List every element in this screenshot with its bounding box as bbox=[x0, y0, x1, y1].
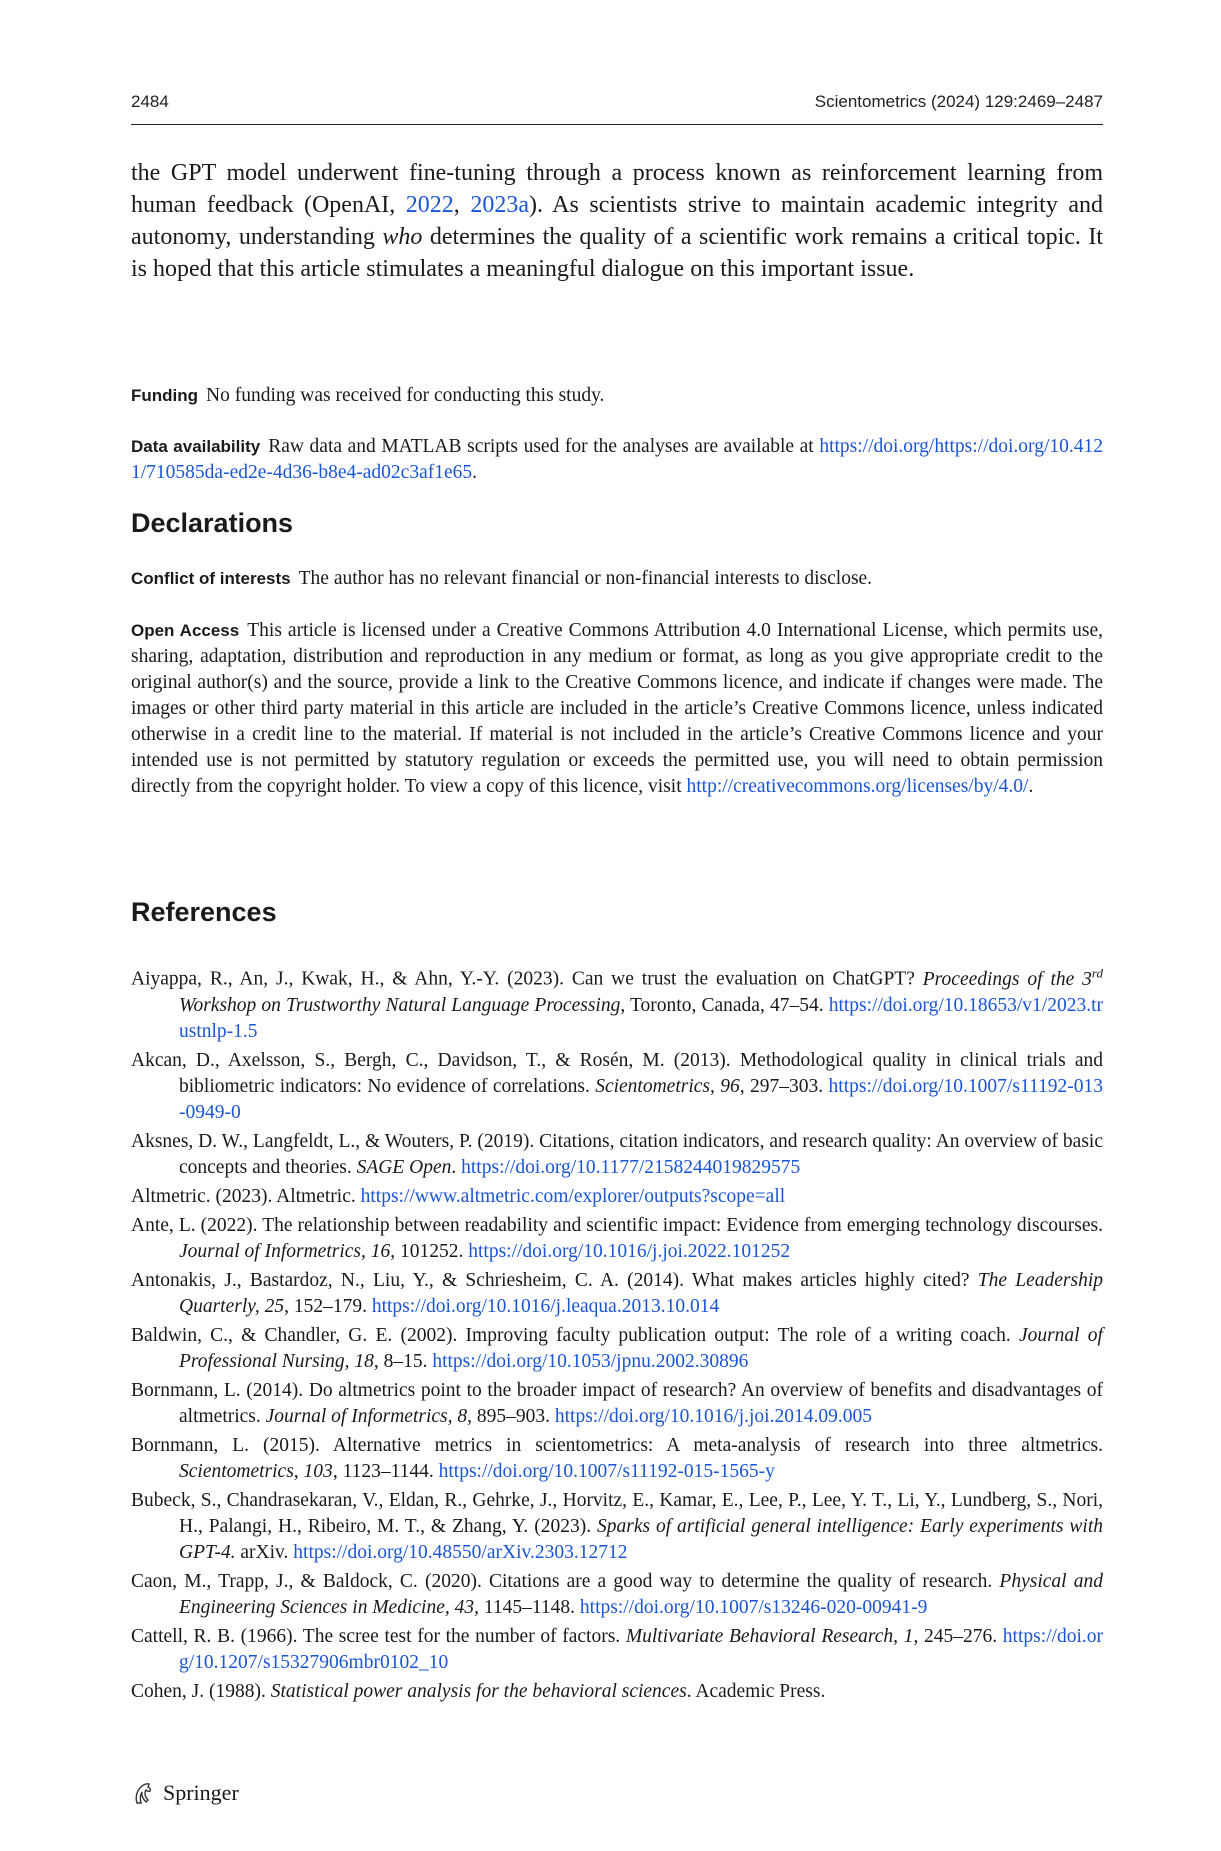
reference-text: Baldwin, C., & Chandler, G. E. (2002). Improving faculty publication output: The role of a writing coach. bbox=[131, 1324, 1019, 1346]
reference-doi-link[interactable]: https://doi.org/10.18653/v1/2023.trustnlp-1.5 bbox=[179, 994, 1103, 1042]
reference-doi-link[interactable]: https://doi.org/10.1007/s11192-015-1565-y bbox=[438, 1460, 775, 1482]
reference-doi-link[interactable]: https://doi.org/10.1016/j.joi.2022.101252 bbox=[468, 1240, 791, 1262]
emphasis-who: who bbox=[382, 224, 423, 250]
funding-text: No funding was received for conducting this study. bbox=[206, 385, 605, 406]
reference-source-title: Journal of Professional Nursing, 18 bbox=[179, 1324, 1103, 1372]
body-text: determines the quality of a scientific work remains a critical topic. It is hoped that this article stimulates a meaningful dialogue on this important issue. bbox=[131, 224, 1104, 282]
body-text: ). As scientists strive to maintain academic integrity and autonomy, understanding bbox=[131, 192, 1103, 250]
reference-source-title: Sparks of artificial general intelligence: Early experiments with GPT-4. bbox=[179, 1515, 1103, 1563]
reference-text: Akcan, D., Axelsson, S., Bergh, C., Davidson, T., & Rosén, M. (2013). Methodological quality in clinical trials and bibliometric indicators: No evidence of correlations. bbox=[131, 1049, 1103, 1097]
reference-source-title: Proceedings of the 3rd Workshop on Trustworthy Natural Language Processing bbox=[179, 965, 1103, 1016]
reference-details: , 152–179. bbox=[284, 1295, 372, 1317]
conflict-statement bbox=[131, 566, 1103, 592]
reference-list bbox=[131, 960, 1103, 1708]
declarations-heading: Declarations bbox=[131, 508, 294, 538]
reference-text: Bubeck, S., Chandrasekaran, V., Eldan, R., Gehrke, J., Horvitz, E., Kamar, E., Lee, P., Lee, Y. T., Li, Y., Lundberg, S., Nori, H., Palangi, H., Ribeiro, M. T., & Zhang, Y. (2023). bbox=[131, 1489, 1103, 1537]
reference-item bbox=[131, 1378, 1103, 1430]
reference-source-title: Scientometrics, 103 bbox=[179, 1460, 333, 1482]
header-rule bbox=[131, 124, 1103, 125]
springer-horse-icon bbox=[131, 1781, 155, 1805]
reference-text: Antonakis, J., Bastardoz, N., Liu, Y., & Schriesheim, C. A. (2014). What makes articles highly cited? bbox=[131, 1269, 978, 1291]
running-header bbox=[131, 92, 1103, 118]
reference-source-title: The Leadership Quarterly, 25 bbox=[179, 1269, 1103, 1317]
funding-label: Funding bbox=[131, 386, 199, 405]
reference-source-title: Multivariate Behavioral Research, 1 bbox=[625, 1625, 914, 1647]
reference-item bbox=[131, 960, 1103, 1045]
conflict-text: The author has no relevant financial or non-financial interests to disclose. bbox=[298, 568, 873, 589]
reference-doi-link[interactable]: https://www.altmetric.com/explorer/outputs?scope=all bbox=[360, 1185, 786, 1207]
body-text: the GPT model underwent fine-tuning through a process known as reinforcement learning from human feedback (OpenAI, bbox=[131, 160, 1103, 218]
journal-citation: Scientometrics (2024) 129:2469–2487 bbox=[814, 92, 1103, 111]
funding-statement bbox=[131, 383, 1103, 409]
reference-details: , 245–276. bbox=[913, 1625, 1003, 1647]
reference-doi-link[interactable]: https://doi.org/10.1177/2158244019829575 bbox=[461, 1156, 801, 1178]
publisher-name: Springer bbox=[163, 1780, 239, 1805]
data-availability-end: . bbox=[472, 462, 478, 483]
reference-item bbox=[131, 1679, 1103, 1705]
reference-text: Aksnes, D. W., Langfeldt, L., & Wouters, P. (2019). Citations, citation indicators, and research quality: An overview of basic concepts and theories. bbox=[131, 1130, 1103, 1178]
open-access-statement bbox=[131, 618, 1103, 800]
open-access-text: This article is licensed under a Creative Commons Attribution 4.0 International License, which permits use, sharing, adaptation, distribution and reproduction in any medium or format, as long as you give appropriate credit to the original author(s) and the source, provide a link to the Creative Commons licence, and indicate if changes were made. The images or other third party material in this article are included in the article’s Creative Commons licence, unless indicated otherwise in a credit line to the material. If material is not included in the article’s Creative Commons licence and your intended use is not permitted by statutory regulation or exceeds the permitted use, you will need to obtain permission directly from the copyright holder. To view a copy of this licence, visit bbox=[131, 620, 1104, 797]
open-access-label: Open Access bbox=[131, 621, 240, 640]
reference-item bbox=[131, 1624, 1103, 1676]
references-heading: References bbox=[131, 897, 277, 927]
references-heading-wrap bbox=[131, 897, 1103, 928]
reference-details: , 895–903. bbox=[467, 1405, 555, 1427]
citation-link-2023a[interactable]: 2023a bbox=[470, 192, 529, 218]
reference-details: , 1145–1148. bbox=[474, 1596, 580, 1618]
reference-doi-link[interactable]: https://doi.org/10.1007/s13246-020-00941-9 bbox=[579, 1596, 928, 1618]
page-number: 2484 bbox=[131, 92, 169, 111]
reference-details: . bbox=[451, 1156, 462, 1178]
reference-item bbox=[131, 1184, 1103, 1210]
reference-details: , 101252. bbox=[390, 1240, 469, 1262]
body-text: , bbox=[453, 192, 471, 218]
reference-source-title: Scientometrics, 96 bbox=[595, 1075, 740, 1097]
conflict-label: Conflict of interests bbox=[131, 569, 291, 588]
reference-details: , 8–15. bbox=[373, 1350, 433, 1372]
data-availability-text: Raw data and MATLAB scripts used for the analyses are available at bbox=[268, 436, 820, 457]
reference-item bbox=[131, 1433, 1103, 1485]
reference-item bbox=[131, 1213, 1103, 1265]
declarations-section bbox=[131, 508, 1103, 539]
reference-details: , 297–303. bbox=[739, 1075, 829, 1097]
reference-text: Caon, M., Trapp, J., & Baldock, C. (2020). Citations are a good way to determine the quality of research. bbox=[131, 1570, 1000, 1592]
reference-doi-link[interactable]: https://doi.org/10.1016/j.joi.2014.09.005 bbox=[554, 1405, 872, 1427]
reference-details: , 1123–1144. bbox=[332, 1460, 439, 1482]
reference-item bbox=[131, 1488, 1103, 1566]
data-availability-statement bbox=[131, 434, 1103, 486]
reference-source-title: Journal of Informetrics, 16 bbox=[179, 1240, 391, 1262]
reference-item bbox=[131, 1129, 1103, 1181]
reference-text: Cohen, J. (1988). bbox=[131, 1680, 271, 1702]
open-access-end: . bbox=[1028, 776, 1034, 797]
reference-doi-link[interactable]: https://doi.org/10.1007/s11192-013-0949-0 bbox=[179, 1075, 1103, 1123]
reference-text: Bornmann, L. (2014). Do altmetrics point to the broader impact of research? An overview of benefits and disadvantages of altmetrics. bbox=[131, 1379, 1103, 1427]
body-paragraph bbox=[131, 157, 1103, 285]
citation-link-2022[interactable]: 2022 bbox=[405, 192, 454, 218]
reference-doi-link[interactable]: https://doi.org/10.1016/j.leaqua.2013.10.014 bbox=[371, 1295, 720, 1317]
publisher-footer bbox=[131, 1780, 239, 1806]
license-link[interactable]: http://creativecommons.org/licenses/by/4.0/ bbox=[686, 776, 1029, 797]
data-availability-label: Data availability bbox=[131, 437, 261, 456]
reference-doi-link[interactable]: https://doi.org/10.1207/s15327906mbr0102_10 bbox=[179, 1625, 1103, 1673]
reference-text: Cattell, R. B. (1966). The scree test for the number of factors. bbox=[131, 1625, 626, 1647]
reference-item bbox=[131, 1323, 1103, 1375]
reference-item bbox=[131, 1569, 1103, 1621]
reference-source-title: Physical and Engineering Sciences in Medicine, 43 bbox=[179, 1570, 1103, 1618]
reference-text: Altmetric. (2023). Altmetric. bbox=[131, 1185, 361, 1207]
reference-text: Aiyappa, R., An, J., Kwak, H., & Ahn, Y.-Y. (2023). Can we trust the evaluation on ChatGPT? bbox=[131, 968, 923, 990]
reference-doi-link[interactable]: https://doi.org/10.1053/jpnu.2002.30896 bbox=[432, 1350, 749, 1372]
reference-source-title: SAGE Open bbox=[356, 1156, 452, 1178]
reference-source-title: Statistical power analysis for the behavioral sciences bbox=[270, 1680, 687, 1702]
reference-text: Bornmann, L. (2015). Alternative metrics in scientometrics: A meta-analysis of research into three altmetrics. bbox=[131, 1434, 1103, 1456]
reference-source-title: Journal of Informetrics, 8 bbox=[265, 1405, 468, 1427]
reference-doi-link[interactable]: https://doi.org/10.48550/arXiv.2303.12712 bbox=[293, 1541, 628, 1563]
reference-details: arXiv. bbox=[235, 1541, 294, 1563]
reference-text: Ante, L. (2022). The relationship between readability and scientific impact: Evidence from emerging technology discourses. bbox=[131, 1214, 1103, 1236]
reference-item bbox=[131, 1268, 1103, 1320]
data-availability-link[interactable]: https://doi.org/https://doi.org/10.4121/710585da-ed2e-4d36-b8e4-ad02c3af1e65 bbox=[131, 436, 1103, 483]
reference-details: , Toronto, Canada, 47–54. bbox=[620, 994, 829, 1016]
reference-details: . Academic Press. bbox=[686, 1680, 826, 1702]
reference-item bbox=[131, 1048, 1103, 1126]
